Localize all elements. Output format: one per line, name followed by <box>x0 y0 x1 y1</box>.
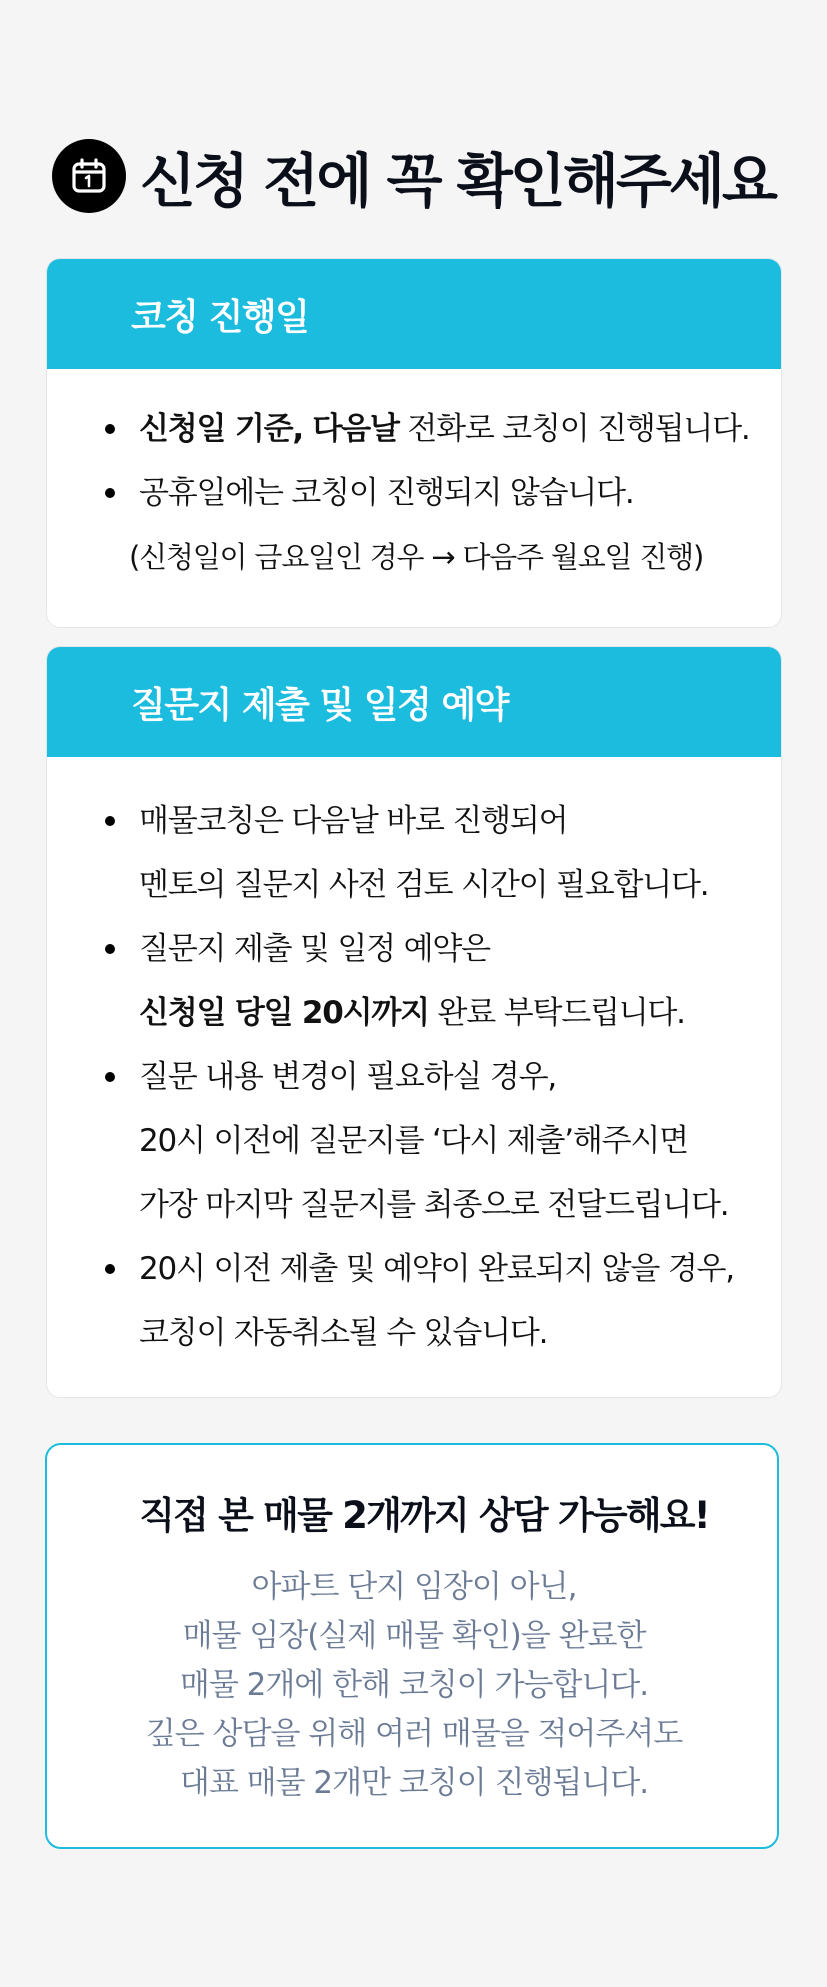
bullet-icon <box>105 816 115 826</box>
question-card <box>46 646 782 1398</box>
notice-line: 아파트 단지 임장이 아닌, <box>251 1569 577 1605</box>
question-card-title: 질문지 제출 및 일정 예약 <box>131 684 508 726</box>
page-header <box>0 128 827 224</box>
list-item <box>47 1237 781 1365</box>
notice-line: 매물 임장(실제 매물 확인)을 완료한 <box>182 1618 646 1654</box>
notice-text <box>47 1563 781 1808</box>
bullet-icon <box>105 488 115 498</box>
item-text: 전화로 코칭이 진행됩니다. <box>398 411 750 447</box>
item-text: 질문 내용 변경이 필요하실 경우, <box>139 1059 556 1095</box>
bullet-icon <box>105 424 115 434</box>
item-text: 매물코칭은 다음날 바로 진행되어 <box>139 803 568 839</box>
item-note: (신청일이 금요일인 경우 → 다음주 월요일 진행) <box>129 540 704 574</box>
item-bold-text: 신청일 당일 20시까지 <box>139 995 429 1031</box>
list-item <box>47 461 781 525</box>
page-title: 신청 전에 꼭 확인해주세요 <box>140 147 775 215</box>
question-card-header <box>47 647 781 757</box>
item-text: 공휴일에는 코칭이 진행되지 않습니다. <box>139 475 634 511</box>
list-item <box>47 1045 781 1237</box>
schedule-card <box>46 258 782 628</box>
notice-line: 매물 2개에 한해 코칭이 가능합니다. <box>179 1667 649 1703</box>
item-text: 질문지 제출 및 일정 예약은 <box>139 931 490 967</box>
schedule-card-header <box>47 259 781 369</box>
item-bold-text: 신청일 기준, 다음날 <box>139 411 399 447</box>
list-item <box>47 397 781 461</box>
bullet-icon <box>105 1072 115 1082</box>
calendar-icon <box>52 139 126 213</box>
item-text: 가장 마지막 질문지를 최종으로 전달드립니다. <box>139 1187 729 1223</box>
question-card-body <box>47 757 781 1365</box>
notice-box <box>45 1443 779 1849</box>
bullet-icon <box>105 1264 115 1274</box>
item-text: 20시 이전에 질문지를 ‘다시 제출’해주시면 <box>139 1123 688 1159</box>
item-text: 완료 부탁드립니다. <box>428 995 685 1031</box>
notice-line: 대표 매물 2개만 코칭이 진행됩니다. <box>179 1765 649 1801</box>
list-item <box>47 789 781 917</box>
notice-title: 직접 본 매물 2개까지 상담 가능해요! <box>139 1494 709 1537</box>
notice-line: 깊은 상담을 위해 여러 매물을 적어주셔도 <box>145 1716 683 1752</box>
item-text: 코칭이 자동취소될 수 있습니다. <box>139 1315 548 1351</box>
bullet-icon <box>105 944 115 954</box>
schedule-card-title: 코칭 진행일 <box>131 296 309 338</box>
schedule-card-body <box>47 369 781 589</box>
list-item <box>47 917 781 1045</box>
item-text: 멘토의 질문지 사전 검토 시간이 필요합니다. <box>139 867 709 903</box>
item-text: 20시 이전 제출 및 예약이 완료되지 않을 경우, <box>139 1251 734 1287</box>
